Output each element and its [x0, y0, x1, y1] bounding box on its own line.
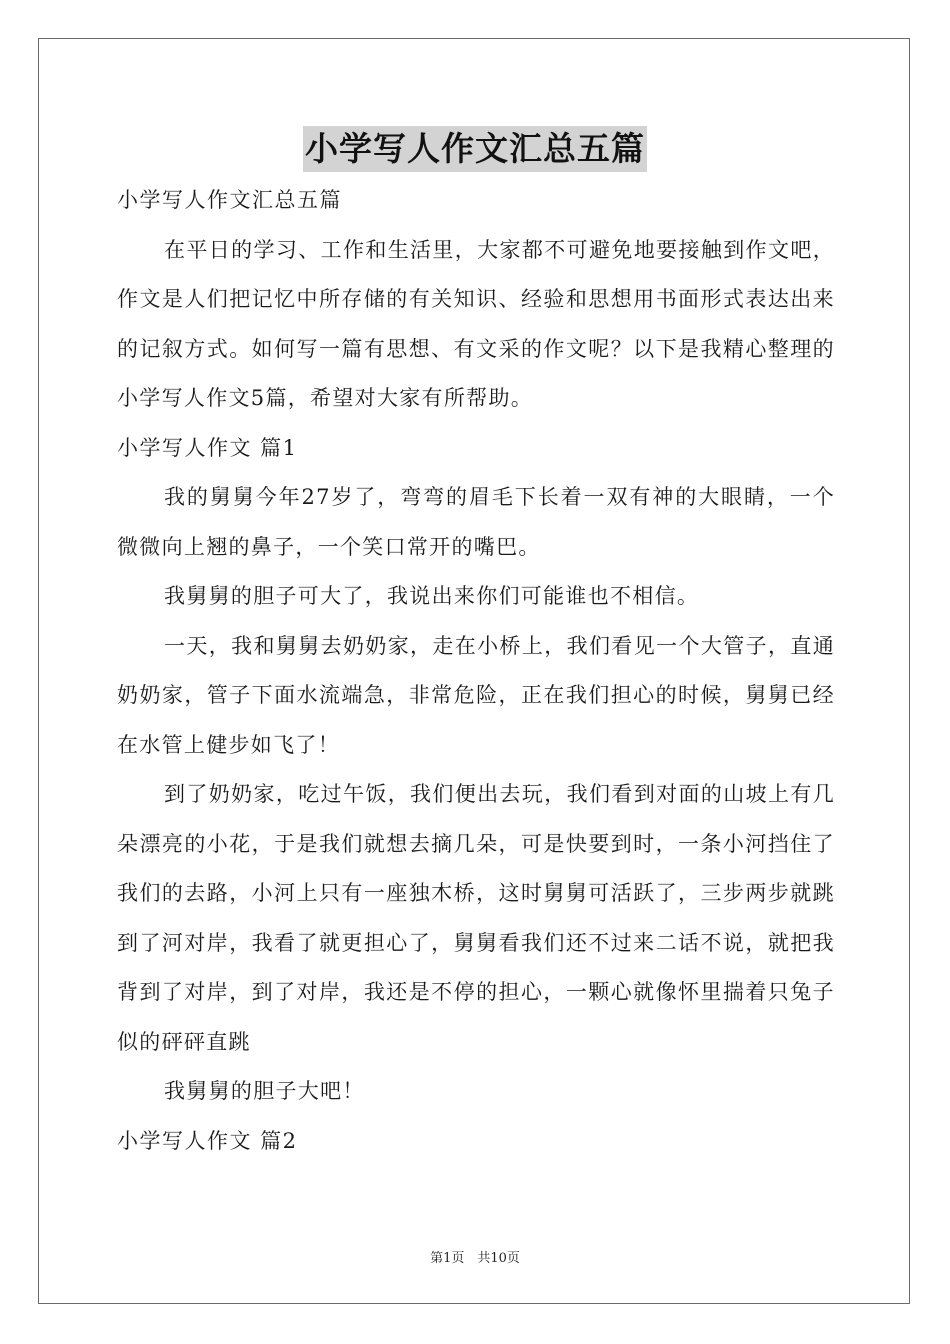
paragraph: 我的舅舅今年27岁了，弯弯的眉毛下长着一双有神的大眼睛，一个微微向上翘的鼻子，一个笑口常开的嘴巴。 [117, 485, 835, 559]
paragraph: 我舅舅的胆子可大了，我说出来你们可能谁也不相信。 [164, 584, 700, 608]
section-heading-1: 小学写人作文 篇1 [117, 435, 298, 460]
page-footer: 第1页 共10页 [430, 1251, 520, 1266]
document-subtitle: 小学写人作文汇总五篇 [117, 188, 342, 212]
paragraph: 我舅舅的胆子大吧！ [164, 1079, 365, 1103]
title-container [0, 126, 950, 172]
paragraph: 一天，我和舅舅去奶奶家，走在小桥上，我们看见一个大管子，直通奶奶家，管子下面水流端急，非常危险，正在我们担心的时候，舅舅已经在水管上健步如飞了！ [117, 633, 835, 757]
document-title: 小学写人作文汇总五篇 [303, 126, 647, 172]
intro-paragraph: 在平日的学习、工作和生活里，大家都不可避免地要接触到作文吧，作文是人们把记忆中所存储的有关知识、经验和思想用书面形式表达出来的记叙方式。如何写一篇有思想、有文采的作文呢？以下是我精心整理的小学写人作文5篇，希望对大家有所帮助。 [117, 237, 835, 410]
paragraph: 到了奶奶家，吃过午饭，我们便出去玩，我们看到对面的山坡上有几朵漂亮的小花，于是我们就想去摘几朵，可是快要到时，一条小河挡住了我们的去路，小河上只有一座独木桥，这时舅舅可活跃了，三步两步就跳到了河对岸，我看了就更担心了，舅舅看我们还不过来二话不说，就把我背到了对岸，到了对岸，我还是不停的担心，一颗心就像怀里揣着只兔子似的砰砰直跳 [117, 782, 835, 1054]
document-body [117, 176, 835, 1166]
section-heading-2: 小学写人作文 篇2 [117, 1128, 298, 1153]
